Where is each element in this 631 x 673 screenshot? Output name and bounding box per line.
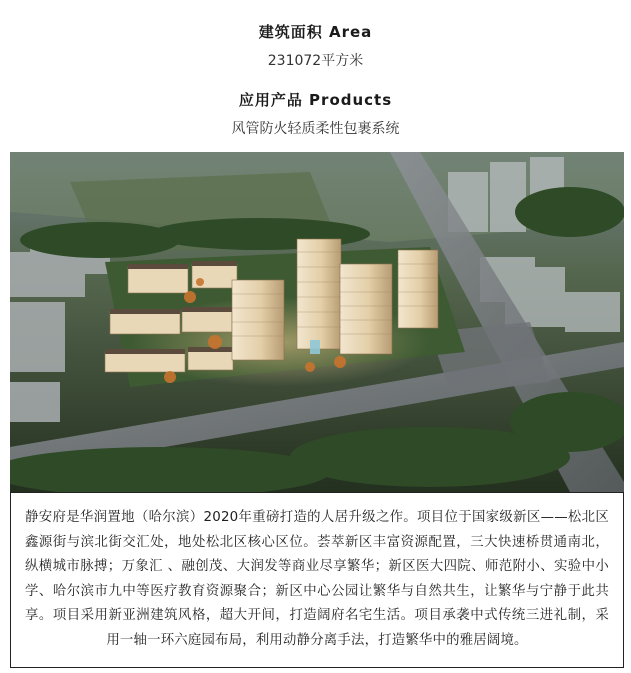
central-water-feature (310, 340, 320, 354)
products-value: 风管防火轻质柔性包裹系统 (231, 121, 400, 137)
project-description-box (10, 492, 624, 668)
project-description: 静安府是华润置地（哈尔滨）2020年重磅打造的人居升级之作。项目位于国家级新区——松北区鑫源街与滨北街交汇处，地处松北区核心区位。荟萃新区丰富资源配置，三大快速桥贯通南北，纵横城市脉搏；万象汇 、融创茂、大润发等商业尽享繁华；新区医大四院、师范附小、实验中小学、哈尔滨市九中等医疗教育资源聚合；新区中心公园让繁华与自然共生，让繁华与宁静于此共享。项目采用新亚洲建筑风格，超大开间，打造阔府名宅生活。项目承袭中式传统三进礼制，采用一轴一环六庭园布局，利用动静分离手法，打造繁华中的雅居阔境。 (25, 510, 609, 648)
area-value: 231072平方米 (267, 53, 364, 69)
area-label: 建筑面积 Area (258, 23, 373, 41)
products-label: 应用产品 Products (238, 91, 393, 109)
project-aerial-rendering (10, 152, 624, 492)
